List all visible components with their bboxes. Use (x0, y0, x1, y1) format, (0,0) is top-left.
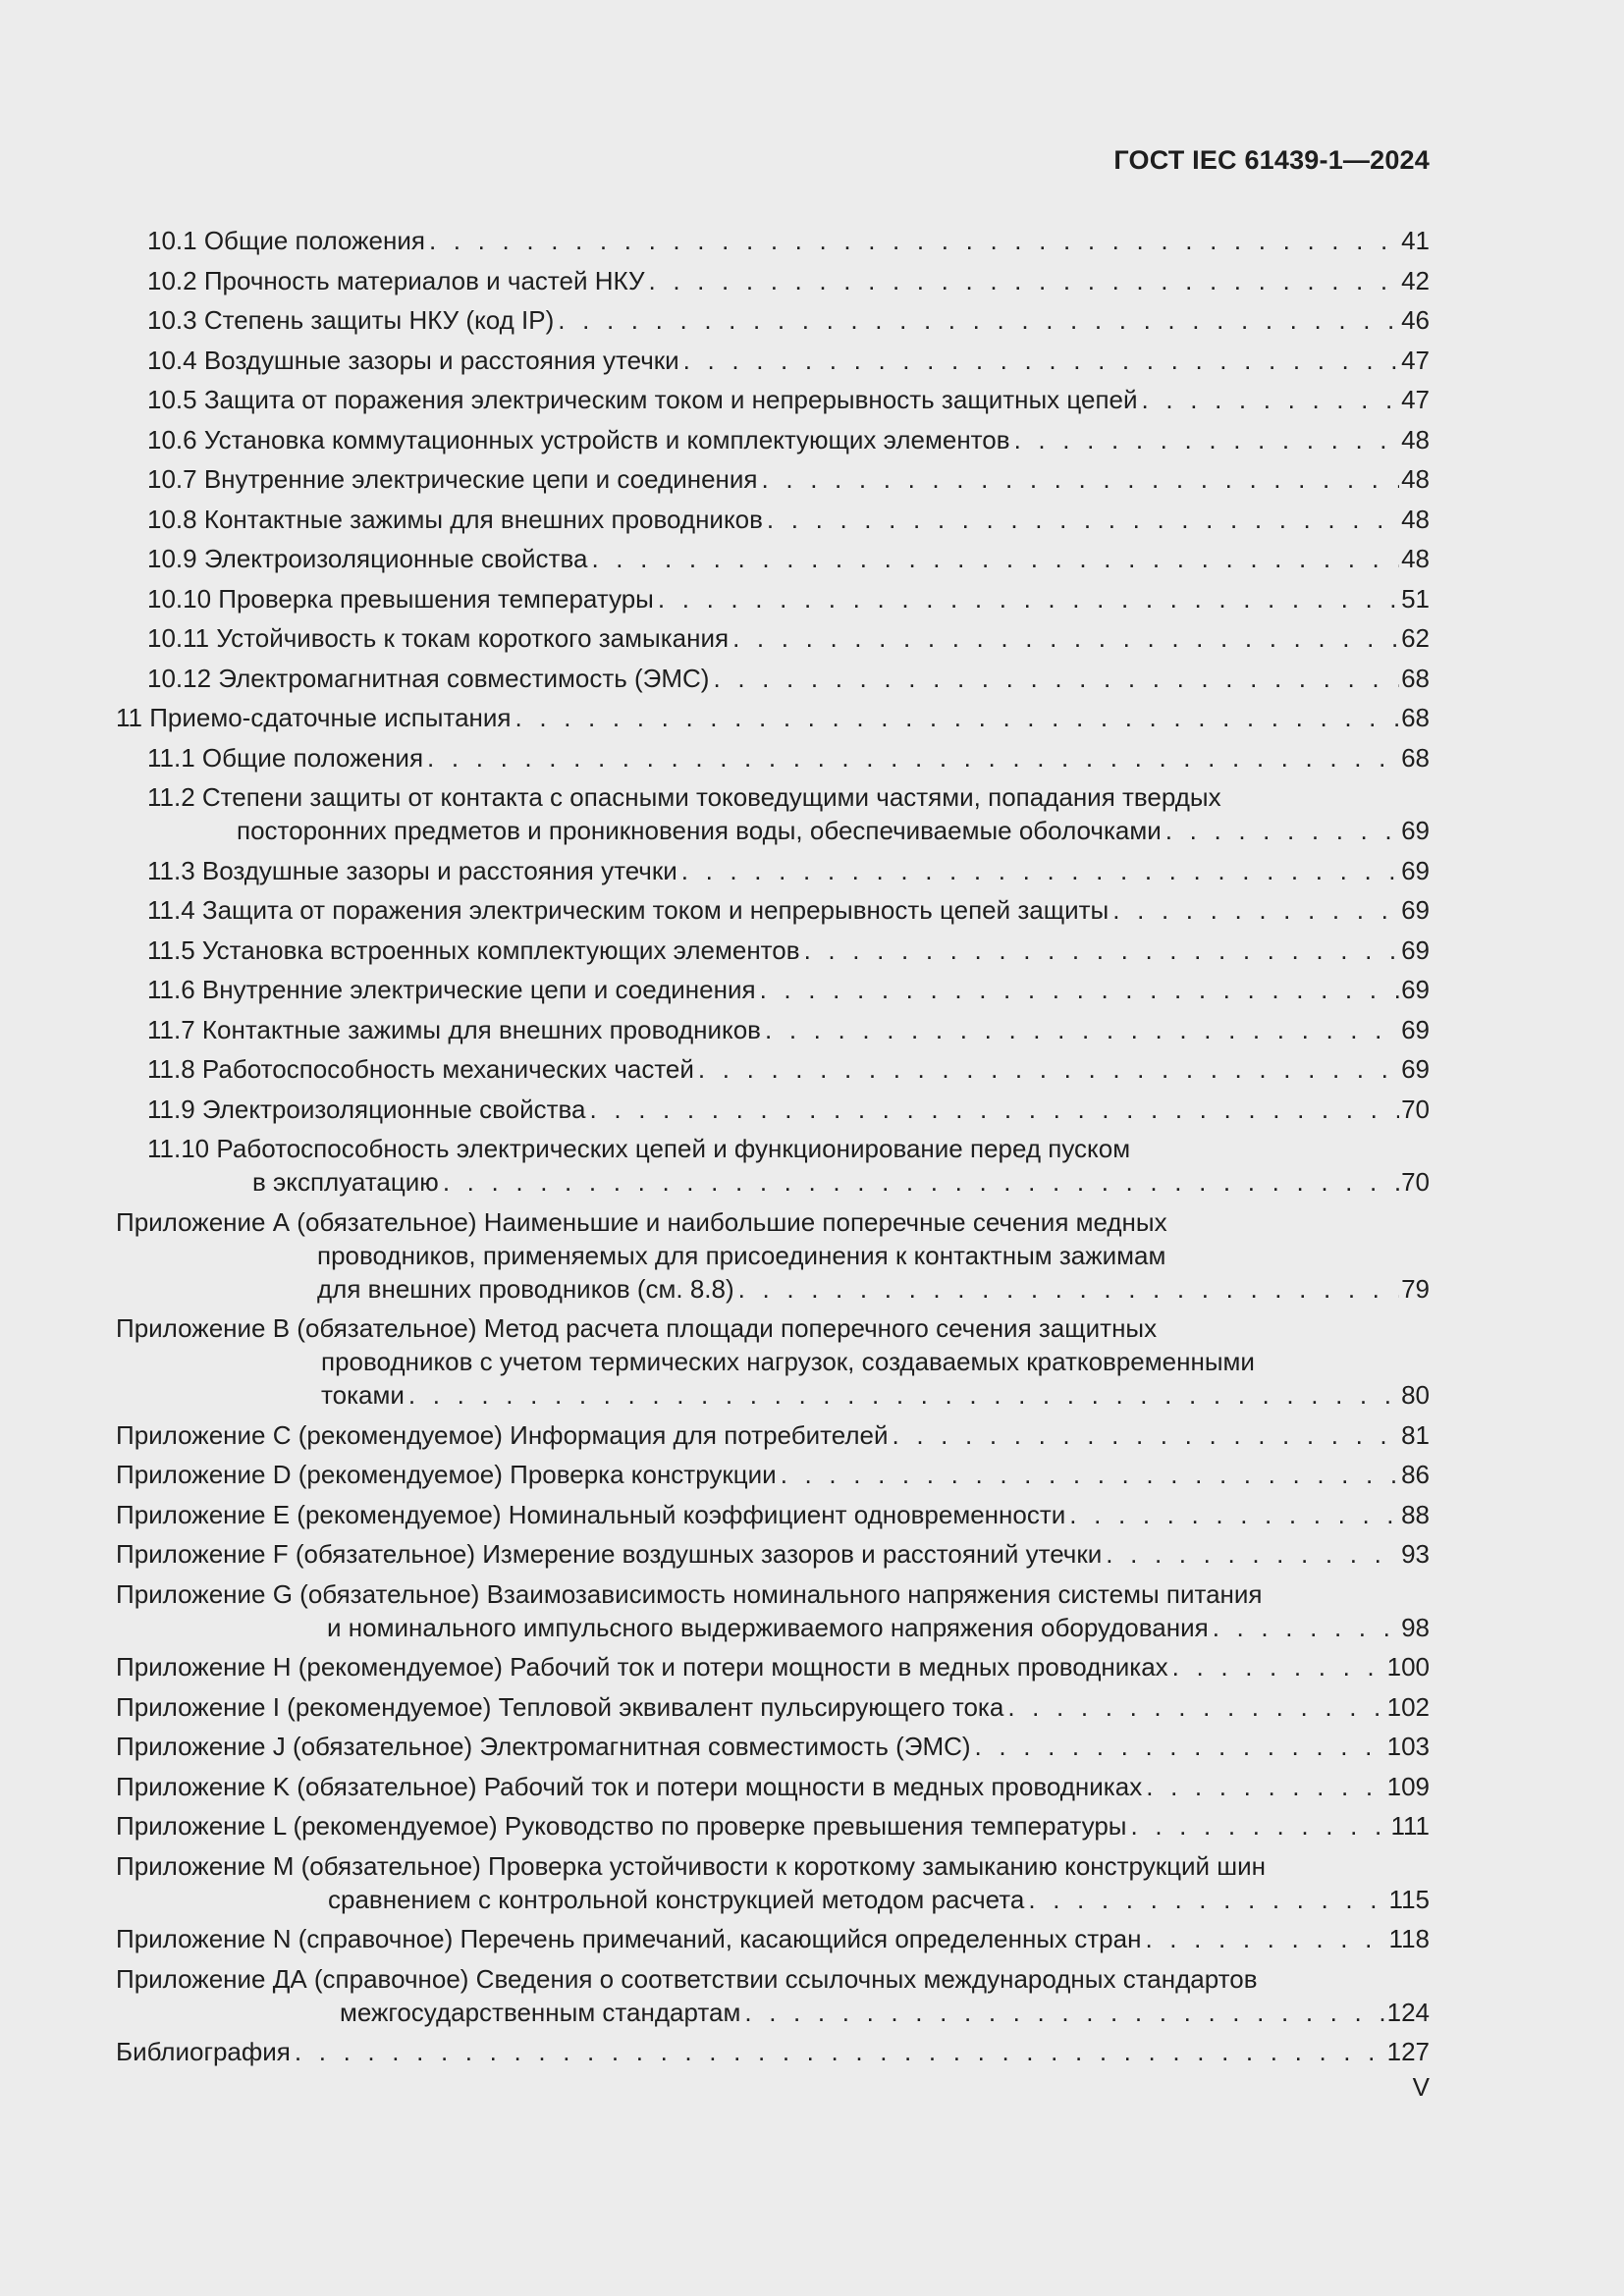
toc-entry[interactable] (116, 1962, 1430, 2029)
toc-dot-leader (427, 741, 1399, 774)
toc-page-number: 86 (1401, 1460, 1430, 1489)
toc-entry[interactable] (116, 423, 1430, 456)
toc-entry[interactable] (116, 1205, 1430, 1306)
toc-dot-leader (1014, 423, 1400, 456)
toc-page-number: 47 (1401, 385, 1430, 414)
toc-dot-leader (648, 264, 1399, 297)
toc-dot-leader (443, 1165, 1399, 1199)
toc-entry-title: 10.3 Степень защиты НКУ (код IP) (147, 305, 555, 335)
toc-entry-title: 10.7 Внутренние электрические цепи и соединения (147, 464, 758, 494)
toc-entry[interactable] (116, 1577, 1430, 1644)
toc-entry-title: межгосударственным стандартам (340, 1997, 741, 2027)
toc-dot-leader (591, 542, 1399, 575)
toc-entry[interactable] (116, 1690, 1430, 1724)
toc-entry[interactable] (116, 542, 1430, 575)
toc-entry-title: 11.6 Внутренние электрические цепи и соединения (147, 975, 756, 1004)
toc-dot-leader (762, 462, 1400, 496)
toc-dot-leader (738, 1272, 1399, 1306)
toc-entry-title: Приложение N (справочное) Перечень примечаний, касающийся определенных стран (116, 1924, 1142, 1953)
toc-page-number: 81 (1401, 1419, 1430, 1450)
toc-dot-leader (1142, 383, 1400, 416)
toc-page-number: 103 (1386, 1732, 1430, 1761)
toc-entry-title: Приложение I (рекомендуемое) Тепловой эквивалент пульсирующего тока (116, 1691, 1004, 1722)
toc-dot-leader (1112, 893, 1399, 927)
toc-entry-title: и номинального импульсного выдерживаемого напряжения оборудования (327, 1612, 1209, 1642)
toc-dot-leader (1145, 1922, 1386, 1955)
toc-dot-leader (1028, 1883, 1386, 1916)
toc-page-number: 69 (1401, 1054, 1430, 1084)
toc-entry-title: Приложение Е (рекомендуемое) Номинальный коэффициент одновременности (116, 1499, 1066, 1529)
toc-entry[interactable] (116, 1132, 1430, 1199)
toc-dot-leader (698, 1052, 1399, 1086)
toc-page-number: 46 (1401, 305, 1430, 335)
toc-entry[interactable] (116, 1922, 1430, 1955)
toc-page-number: 68 (1401, 703, 1430, 732)
toc-entry[interactable] (116, 344, 1430, 377)
toc-entry-title: токами (321, 1380, 405, 1410)
toc-dot-leader (765, 1013, 1399, 1046)
toc-page-number: 70 (1401, 1094, 1430, 1124)
toc-entry[interactable] (116, 662, 1430, 695)
toc-entry[interactable] (116, 780, 1430, 847)
toc-entry[interactable] (116, 1650, 1430, 1683)
toc-entry-title: 10.6 Установка коммутационных устройств и комплектующих элементов (147, 424, 1010, 454)
table-of-contents (116, 224, 1430, 2075)
toc-entry[interactable] (116, 1849, 1430, 1916)
toc-entry[interactable] (116, 854, 1430, 887)
toc-entry-title: 11.8 Работоспособность механических частей (147, 1054, 694, 1084)
toc-entry[interactable] (116, 303, 1430, 337)
toc-page-number: 115 (1388, 1884, 1430, 1914)
toc-entry[interactable] (116, 1730, 1430, 1763)
toc-page-number: 48 (1401, 424, 1430, 454)
toc-entry-title: Библиография (116, 2037, 291, 2066)
toc-page-number: 69 (1401, 1014, 1430, 1044)
toc-entry[interactable] (116, 1052, 1430, 1086)
toc-entry-title: Приложение L (рекомендуемое) Руководство по проверке превышения температуры (116, 1811, 1127, 1841)
toc-page-number: 118 (1388, 1924, 1430, 1953)
toc-entry-title: проводников с учетом термических нагрузок, создаваемых кратковременными (321, 1347, 1255, 1376)
toc-entry-title: посторонних предметов и проникновения воды, обеспечиваемые оболочками (237, 816, 1162, 845)
toc-dot-leader (1146, 1770, 1384, 1803)
toc-entry-title: 11.9 Электроизоляционные свойства (147, 1094, 586, 1124)
toc-entry[interactable] (116, 582, 1430, 615)
toc-page-number: 48 (1401, 464, 1430, 494)
toc-entry[interactable] (116, 503, 1430, 536)
toc-entry-title: 11.10 Работоспособность электрических цепей и функционирование перед пуском (147, 1134, 1131, 1163)
toc-page-number: 98 (1401, 1612, 1430, 1642)
toc-entry[interactable] (116, 1537, 1430, 1571)
toc-entry-title: сравнением с контрольной конструкцией методом расчета (328, 1884, 1025, 1914)
toc-dot-leader (1165, 814, 1399, 847)
toc-entry[interactable] (116, 462, 1430, 496)
toc-dot-leader (1172, 1650, 1385, 1683)
toc-entry-title: для внешних проводников (см. 8.8) (317, 1273, 734, 1304)
toc-entry-title: 10.9 Электроизоляционные свойства (147, 544, 588, 573)
toc-page-number: 69 (1401, 895, 1430, 925)
toc-entry-title: 10.12 Электромагнитная совместимость (ЭМС) (147, 663, 710, 693)
toc-page-number: 102 (1386, 1691, 1430, 1722)
toc-entry[interactable] (116, 1458, 1430, 1491)
toc-page-number: 62 (1401, 623, 1430, 653)
toc-entry[interactable] (116, 1418, 1430, 1452)
toc-entry-title: 10.8 Контактные зажимы для внешних проводников (147, 504, 763, 534)
toc-page-number: 68 (1401, 663, 1430, 693)
toc-dot-leader (429, 224, 1399, 257)
page-number: V (1412, 2072, 1430, 2102)
toc-entry-title: Приложение J (обязательное) Электромагнитная совместимость (ЭМС) (116, 1732, 971, 1761)
toc-entry-title: 11.1 Общие положения (147, 742, 424, 773)
toc-entry-title: проводников, применяемых для присоединения к контактным зажимам (317, 1240, 1166, 1270)
toc-entry[interactable] (116, 1093, 1430, 1126)
toc-dot-leader (975, 1730, 1385, 1763)
toc-page-number: 48 (1401, 504, 1430, 534)
toc-entry-title: 11.5 Установка встроенных комплектующих элементов (147, 934, 800, 965)
toc-page-number: 68 (1401, 742, 1430, 773)
toc-dot-leader (892, 1418, 1399, 1452)
toc-page-number: 70 (1401, 1167, 1430, 1197)
toc-dot-leader (767, 503, 1399, 536)
toc-page-number: 69 (1401, 816, 1430, 845)
toc-entry[interactable] (116, 1311, 1430, 1412)
toc-dot-leader (558, 303, 1399, 337)
toc-dot-leader (804, 934, 1400, 967)
toc-entry-title: Приложение K (обязательное) Рабочий ток и потери мощности в медных проводниках (116, 1771, 1143, 1801)
toc-page-number: 109 (1386, 1771, 1430, 1801)
toc-entry-title: Приложение D (рекомендуемое) Проверка конструкции (116, 1460, 777, 1489)
toc-entry-title: 11.7 Контактные зажимы для внешних проводников (147, 1014, 761, 1044)
toc-dot-leader (1213, 1611, 1399, 1644)
toc-entry-title: Приложение M (обязательное) Проверка устойчивости к короткому замыканию конструкций шин (116, 1850, 1267, 1881)
toc-entry-title: 11 Приемо-сдаточные испытания (116, 703, 512, 732)
toc-entry[interactable] (116, 893, 1430, 927)
toc-entry-title: 11.3 Воздушные зазоры и расстояния утечки (147, 855, 677, 885)
toc-entry[interactable] (116, 1013, 1430, 1046)
toc-entry[interactable] (116, 973, 1430, 1006)
toc-page-number: 69 (1401, 934, 1430, 965)
toc-dot-leader (781, 1458, 1399, 1491)
toc-entry-title: Приложение G (обязательное) Взаимозависимость номинального напряжения системы питания (116, 1578, 1263, 1609)
toc-entry[interactable] (116, 383, 1430, 416)
toc-entry[interactable] (116, 1498, 1430, 1531)
toc-dot-leader (1069, 1498, 1399, 1531)
toc-entry[interactable] (116, 701, 1430, 734)
toc-entry[interactable] (116, 2035, 1430, 2068)
toc-entry-title: 10.5 Защита от поражения электрическим током и непрерывность защитных цепей (147, 385, 1138, 414)
toc-page-number: 42 (1401, 265, 1430, 295)
toc-entry-title: 11.4 Защита от поражения электрическим током и непрерывность цепей защиты (147, 895, 1110, 925)
toc-dot-leader (732, 621, 1399, 655)
toc-page-number: 124 (1386, 1997, 1430, 2027)
toc-dot-leader (1130, 1809, 1388, 1842)
toc-dot-leader (590, 1093, 1400, 1126)
toc-entry-title: 11.2 Степени защиты от контакта с опасными токоведущими частями, попадания твердых (147, 782, 1221, 812)
toc-dot-leader (683, 344, 1399, 377)
toc-entry-title: Приложение С (рекомендуемое) Информация для потребителей (116, 1419, 889, 1450)
toc-entry-title: 10.11 Устойчивость к токам короткого замыкания (147, 623, 730, 653)
toc-page-number: 47 (1401, 345, 1430, 375)
toc-dot-leader (408, 1378, 1399, 1412)
toc-entry-title: Приложение А (обязательное) Наименьшие и наибольшие поперечные сечения медных (116, 1206, 1167, 1237)
toc-page-number: 48 (1401, 544, 1430, 573)
toc-page-number: 80 (1401, 1380, 1430, 1410)
document-header-title: ГОСТ IEC 61439-1—2024 (1113, 145, 1430, 175)
toc-dot-leader (744, 1996, 1384, 2029)
toc-page-number: 100 (1386, 1652, 1430, 1682)
toc-entry-title: Приложение F (обязательное) Измерение воздушных зазоров и расстояний утечки (116, 1539, 1103, 1569)
toc-page-number: 41 (1401, 226, 1430, 255)
toc-entry-title: 10.4 Воздушные зазоры и расстояния утечки (147, 345, 679, 375)
toc-dot-leader (1106, 1537, 1399, 1571)
toc-page-number: 127 (1386, 2037, 1430, 2066)
toc-entry-title: 10.1 Общие положения (147, 226, 425, 255)
toc-entry[interactable] (116, 1809, 1430, 1842)
toc-entry[interactable] (116, 1770, 1430, 1803)
toc-page-number: 69 (1401, 855, 1430, 885)
toc-entry-title: Приложение Н (рекомендуемое) Рабочий ток и потери мощности в медных проводниках (116, 1652, 1168, 1682)
toc-dot-leader (1007, 1690, 1384, 1724)
toc-dot-leader (658, 582, 1399, 615)
toc-page-number: 79 (1401, 1273, 1430, 1304)
toc-page-number: 111 (1390, 1811, 1430, 1841)
toc-dot-leader (295, 2035, 1385, 2068)
toc-entry[interactable] (116, 934, 1430, 967)
toc-entry[interactable] (116, 264, 1430, 297)
toc-page-number: 93 (1401, 1539, 1430, 1569)
toc-entry-title: 10.2 Прочность материалов и частей НКУ (147, 265, 645, 295)
toc-dot-leader (713, 662, 1399, 695)
toc-dot-leader (515, 701, 1400, 734)
toc-dot-leader (760, 973, 1400, 1006)
toc-entry[interactable] (116, 621, 1430, 655)
toc-page-number: 88 (1401, 1499, 1430, 1529)
toc-entry-title: в эксплуатацию (252, 1167, 439, 1197)
toc-entry[interactable] (116, 224, 1430, 257)
toc-entry-title: Приложение В (обязательное) Метод расчета площади поперечного сечения защитных (116, 1313, 1158, 1343)
toc-entry-title: 10.10 Проверка превышения температуры (147, 583, 654, 614)
toc-entry-title: Приложение ДА (справочное) Сведения о соответствии ссылочных международных стандартов (116, 1963, 1258, 1994)
toc-page-number: 51 (1401, 583, 1430, 614)
toc-entry[interactable] (116, 741, 1430, 774)
toc-page-number: 69 (1401, 975, 1430, 1004)
toc-dot-leader (681, 854, 1399, 887)
